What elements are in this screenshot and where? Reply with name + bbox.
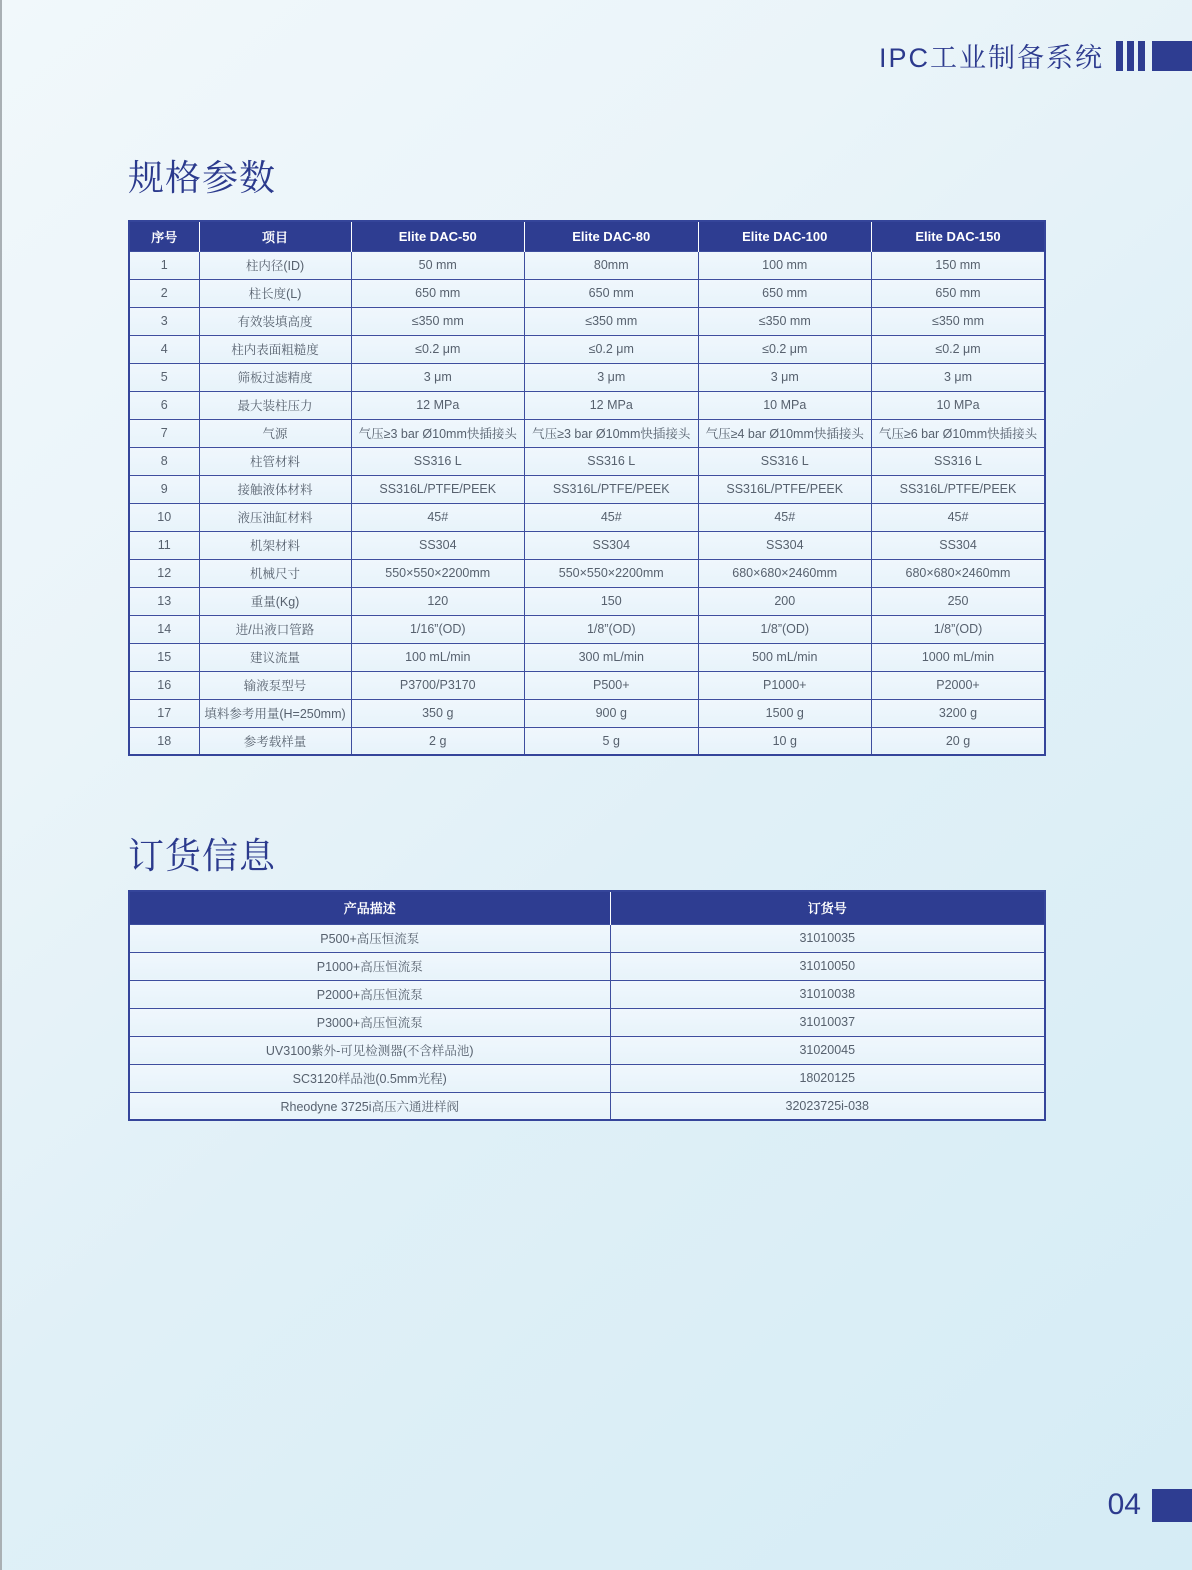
order-table-head	[129, 891, 1045, 924]
table-cell: 45#	[525, 503, 699, 531]
table-column-header: Elite DAC-100	[698, 221, 872, 251]
table-cell: ≤350 mm	[872, 307, 1046, 335]
table-row	[129, 1036, 1045, 1064]
table-cell: 进/出液口管路	[199, 615, 351, 643]
table-cell: 300 mL/min	[525, 643, 699, 671]
table-cell: P500+	[525, 671, 699, 699]
order-table-header-row	[129, 891, 1045, 924]
table-cell: ≤350 mm	[351, 307, 525, 335]
table-cell: P1000+	[698, 671, 872, 699]
spec-table-head	[129, 221, 1045, 251]
table-cell: SS316 L	[698, 447, 872, 475]
table-cell: 31010035	[610, 924, 1045, 952]
table-cell: 550×550×2200mm	[525, 559, 699, 587]
table-cell: P3700/P3170	[351, 671, 525, 699]
table-cell: 气压≥3 bar Ø10mm快插接头	[351, 419, 525, 447]
table-row	[129, 671, 1045, 699]
table-cell: SS304	[872, 531, 1046, 559]
table-column-header: Elite DAC-80	[525, 221, 699, 251]
table-cell: 650 mm	[525, 279, 699, 307]
table-row	[129, 952, 1045, 980]
table-cell: 45#	[351, 503, 525, 531]
table-row	[129, 419, 1045, 447]
table-cell: 31010050	[610, 952, 1045, 980]
table-cell: 3200 g	[872, 699, 1046, 727]
table-cell: ≤0.2 μm	[698, 335, 872, 363]
table-cell: 500 mL/min	[698, 643, 872, 671]
table-cell: 650 mm	[872, 279, 1046, 307]
table-cell: 10	[129, 503, 199, 531]
table-cell: 3 μm	[698, 363, 872, 391]
table-cell: 80mm	[525, 251, 699, 279]
table-cell: 柱管材料	[199, 447, 351, 475]
table-cell: 接触液体材料	[199, 475, 351, 503]
header-bars-icon	[1116, 41, 1192, 71]
table-row	[129, 1008, 1045, 1036]
table-cell: 10 MPa	[698, 391, 872, 419]
table-cell: 6	[129, 391, 199, 419]
table-row	[129, 1092, 1045, 1120]
table-cell: SS316 L	[351, 447, 525, 475]
table-cell: P3000+高压恒流泵	[129, 1008, 610, 1036]
table-cell: 13	[129, 587, 199, 615]
table-cell: 150 mm	[872, 251, 1046, 279]
page-header	[879, 36, 1192, 75]
table-row	[129, 531, 1045, 559]
table-cell: 5 g	[525, 727, 699, 755]
footer-rect-icon	[1152, 1489, 1192, 1522]
table-cell: P500+高压恒流泵	[129, 924, 610, 952]
header-title: IPC工业制备系统	[878, 43, 1104, 73]
table-cell: 2 g	[351, 727, 525, 755]
table-cell: 200	[698, 587, 872, 615]
table-cell: 5	[129, 363, 199, 391]
table-cell: 3 μm	[525, 363, 699, 391]
table-row	[129, 391, 1045, 419]
table-cell: SS316 L	[525, 447, 699, 475]
table-cell: SS316L/PTFE/PEEK	[351, 475, 525, 503]
table-cell: 680×680×2460mm	[872, 559, 1046, 587]
table-cell: 17	[129, 699, 199, 727]
table-cell: 20 g	[872, 727, 1046, 755]
table-cell: 2	[129, 279, 199, 307]
table-row	[129, 615, 1045, 643]
table-row	[129, 447, 1045, 475]
table-cell: 10 MPa	[872, 391, 1046, 419]
table-cell: SS304	[525, 531, 699, 559]
table-row	[129, 587, 1045, 615]
table-column-header: 产品描述	[129, 891, 610, 924]
page-number: 04	[1107, 1488, 1141, 1521]
table-row	[129, 727, 1045, 755]
page-left-edge-line	[0, 0, 2, 1570]
table-cell: 11	[129, 531, 199, 559]
table-cell: 45#	[872, 503, 1046, 531]
table-cell: 液压油缸材料	[199, 503, 351, 531]
table-cell: P1000+高压恒流泵	[129, 952, 610, 980]
table-row	[129, 251, 1045, 279]
table-cell: 10 g	[698, 727, 872, 755]
table-cell: 机械尺寸	[199, 559, 351, 587]
header-rect-icon	[1152, 41, 1192, 71]
table-cell: 900 g	[525, 699, 699, 727]
table-cell: 120	[351, 587, 525, 615]
table-cell: SC3120样品池(0.5mm光程)	[129, 1064, 610, 1092]
table-row	[129, 279, 1045, 307]
table-cell: 1	[129, 251, 199, 279]
table-cell: ≤350 mm	[698, 307, 872, 335]
table-cell: 3 μm	[872, 363, 1046, 391]
table-cell: 1/8”(OD)	[698, 615, 872, 643]
table-row	[129, 475, 1045, 503]
table-cell: 柱长度(L)	[199, 279, 351, 307]
table-cell: 机架材料	[199, 531, 351, 559]
table-cell: 50 mm	[351, 251, 525, 279]
table-column-header: 序号	[129, 221, 199, 251]
table-row	[129, 980, 1045, 1008]
table-row	[129, 559, 1045, 587]
table-column-header: 订货号	[610, 891, 1045, 924]
table-row	[129, 643, 1045, 671]
table-cell: 18020125	[610, 1064, 1045, 1092]
table-cell: 1/8”(OD)	[525, 615, 699, 643]
spec-table	[128, 220, 1046, 756]
table-cell: 32023725i-038	[610, 1092, 1045, 1120]
table-row	[129, 924, 1045, 952]
table-row	[129, 307, 1045, 335]
spec-table-body	[129, 251, 1045, 755]
table-cell: 7	[129, 419, 199, 447]
table-cell: 680×680×2460mm	[698, 559, 872, 587]
table-cell: 31010038	[610, 980, 1045, 1008]
header-bar-icon	[1127, 41, 1134, 71]
order-table	[128, 890, 1046, 1121]
spec-section-title: 规格参数	[128, 157, 277, 198]
table-cell: 12 MPa	[525, 391, 699, 419]
table-cell: 最大装柱压力	[199, 391, 351, 419]
spec-table-header-row	[129, 221, 1045, 251]
table-row	[129, 503, 1045, 531]
table-cell: 350 g	[351, 699, 525, 727]
table-cell: 3 μm	[351, 363, 525, 391]
table-cell: 重量(Kg)	[199, 587, 351, 615]
table-cell: 气源	[199, 419, 351, 447]
table-cell: 12	[129, 559, 199, 587]
table-cell: 45#	[698, 503, 872, 531]
table-cell: SS316L/PTFE/PEEK	[525, 475, 699, 503]
table-cell: 9	[129, 475, 199, 503]
table-row	[129, 1064, 1045, 1092]
order-table-body	[129, 924, 1045, 1120]
table-cell: 筛板过滤精度	[199, 363, 351, 391]
table-row	[129, 363, 1045, 391]
table-cell: 8	[129, 447, 199, 475]
table-column-header: 项目	[199, 221, 351, 251]
table-cell: 柱内表面粗糙度	[199, 335, 351, 363]
table-cell: 16	[129, 671, 199, 699]
table-cell: 250	[872, 587, 1046, 615]
table-cell: 填料参考用量(H=250mm)	[199, 699, 351, 727]
table-cell: 1/16”(OD)	[351, 615, 525, 643]
table-cell: 650 mm	[351, 279, 525, 307]
table-cell: P2000+	[872, 671, 1046, 699]
table-cell: 气压≥6 bar Ø10mm快插接头	[872, 419, 1046, 447]
table-cell: SS304	[351, 531, 525, 559]
table-cell: 输液泵型号	[199, 671, 351, 699]
header-bar-icon	[1138, 41, 1145, 71]
table-cell: P2000+高压恒流泵	[129, 980, 610, 1008]
table-column-header: Elite DAC-150	[872, 221, 1046, 251]
table-cell: SS316L/PTFE/PEEK	[698, 475, 872, 503]
table-cell: 150	[525, 587, 699, 615]
table-cell: 1500 g	[698, 699, 872, 727]
table-cell: 31020045	[610, 1036, 1045, 1064]
table-column-header: Elite DAC-50	[351, 221, 525, 251]
table-row	[129, 699, 1045, 727]
table-cell: 柱内径(ID)	[199, 251, 351, 279]
table-cell: 建议流量	[199, 643, 351, 671]
order-section-title: 订货信息	[128, 835, 277, 876]
table-cell: 650 mm	[698, 279, 872, 307]
table-cell: ≤0.2 μm	[872, 335, 1046, 363]
table-row	[129, 335, 1045, 363]
table-cell: 18	[129, 727, 199, 755]
header-bar-icon	[1116, 41, 1123, 71]
table-cell: 14	[129, 615, 199, 643]
page-footer	[1108, 1488, 1192, 1522]
table-cell: 参考载样量	[199, 727, 351, 755]
table-cell: 100 mL/min	[351, 643, 525, 671]
table-cell: 31010037	[610, 1008, 1045, 1036]
table-cell: 1/8”(OD)	[872, 615, 1046, 643]
table-cell: SS316L/PTFE/PEEK	[872, 475, 1046, 503]
table-cell: 15	[129, 643, 199, 671]
table-cell: 3	[129, 307, 199, 335]
table-cell: ≤350 mm	[525, 307, 699, 335]
table-cell: SS316 L	[872, 447, 1046, 475]
table-cell: Rheodyne 3725i高压六通进样阀	[129, 1092, 610, 1120]
table-cell: ≤0.2 μm	[351, 335, 525, 363]
table-cell: 1000 mL/min	[872, 643, 1046, 671]
table-cell: 12 MPa	[351, 391, 525, 419]
table-cell: 气压≥4 bar Ø10mm快插接头	[698, 419, 872, 447]
table-cell: 550×550×2200mm	[351, 559, 525, 587]
table-cell: ≤0.2 μm	[525, 335, 699, 363]
table-cell: 气压≥3 bar Ø10mm快插接头	[525, 419, 699, 447]
table-cell: UV3100紫外-可见检测器(不含样品池)	[129, 1036, 610, 1064]
table-cell: 有效装填高度	[199, 307, 351, 335]
table-cell: 4	[129, 335, 199, 363]
table-cell: 100 mm	[698, 251, 872, 279]
table-cell: SS304	[698, 531, 872, 559]
